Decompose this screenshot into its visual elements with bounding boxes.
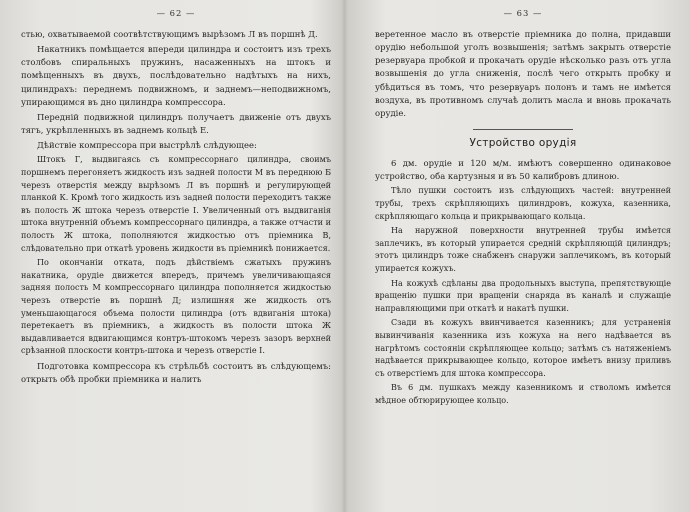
page-number: — 63 — bbox=[503, 8, 543, 18]
section-divider bbox=[473, 129, 573, 130]
paragraph: Въ 6 дм. пушкахъ между казенникомъ и стволомъ имѣется мѣдное обтюрирующее кольцо. bbox=[375, 383, 671, 405]
paragraph: По окончаніи отката, подъ дѣйствіемъ сжатыхъ пружинъ накатника, орудіе движется впередъ, причемъ увеличивающаяся задняя полость М компрессорнаго цилиндра пополняется жидкостью черезъ отверстіе въ поршнѣ Д; излишняя же жидкость отъ уменьшающагося объема полости цилиндра (отъ вдвиганія штока) перетекаетъ въ пріемникъ, а жидкость въ полости штока Ж выдавливается вдвигающимся контръ-штокомъ черезъ зазоръ верхней срѣзанной плоскости контръ-штока и черезъ отверстіе I. bbox=[21, 258, 331, 356]
paragraph: 6 дм. орудіе и 120 м/м. имѣютъ совершенно одинаковое устройство, оба картузныя и въ 50 калибровъ длиною. bbox=[375, 158, 671, 182]
paragraph: Подготовка компрессора къ стрѣльбѣ состоитъ въ слѣдующемъ: открыть обѣ пробки пріемника и налить bbox=[21, 360, 331, 385]
paragraph: стью, охватываемой соотвѣтствующимъ вырѣзомъ Л въ поршнѣ Д. bbox=[21, 29, 318, 39]
paragraph: Дѣйствіе компрессора при выстрѣлѣ слѣдующее: bbox=[37, 140, 257, 151]
paragraph: На кожухѣ сдѣланы два продольныхъ выступа, препятствующіе вращенію пушки при вращеніи снаряда въ каналѣ и служащіе направляющими при откатѣ и накатѣ пушки. bbox=[375, 278, 671, 313]
paragraph: веретенное масло въ отверстіе пріемника до полна, придавши орудію небольшой уголъ возвышенія; затѣмъ закрыть отверстіе резервуара пробкой и прокачать орудіе нѣсколько разъ отъ угла возвышенія до угла сниженія, послѣ чего открыть пробку и убѣдиться въ томъ, что резервуаръ полонъ и тамъ не имѣется воздуха, въ противномъ случаѣ долить масла и вновь прокачать орудіе. bbox=[375, 29, 671, 118]
paragraph: Тѣло пушки состоитъ изъ слѣдующихъ частей: внутренней трубы, трехъ скрѣпляющихъ цилиндровъ, кожуха, казенника, скрѣпляющаго кольца и прикрывающаго кольца. bbox=[375, 186, 671, 221]
paragraph: Накатникъ помѣщается впереди цилиндра и состоитъ изъ трехъ столбовъ спиральныхъ пружинъ, насаженныхъ на штокъ и помѣщенныхъ въ двухъ, послѣдовательно надѣтыхъ на нихъ, цилиндрахъ: переднемъ подвижномъ, и заднемъ—неподвижномъ, упирающимся въ дно цилиндра компрессора. bbox=[21, 44, 331, 107]
section-heading: Устройство орудія bbox=[469, 137, 577, 150]
paragraph: Сзади въ кожухъ ввинчивается казенникъ; для устраненія вывинчиванія казенника изъ кожуха на него надѣвается въ нагрѣтомъ состояніи скрѣпляющее кольцо; затѣмъ съ натяженіемъ надѣвается прикрывающее кольцо, которое имѣетъ внизу приливъ съ отверстіемъ для штока компрессора. bbox=[375, 318, 671, 378]
right-page bbox=[345, 0, 689, 512]
paragraph: Штокъ Г, выдвигаясь съ компрессорнаго цилиндра, своимъ поршнемъ перегоняетъ жидкость изъ задней полости М въ переднюю Б черезъ отверстія между вырѣзомъ Л въ поршнѣ и регулирующей планкой К. Кромѣ того жидкость изъ задней полости переходитъ также въ полость Ж штока черезъ отверстіе I. Увеличенный отъ выдвиганія штока внутренній объемъ компрессорнаго цилиндра, а также отчасти и полость Ж штока, пополняются жидкостью отъ пріемника В, слѣдовательно при откатѣ уровень жидкости въ пріемникѣ понижается. bbox=[21, 155, 331, 253]
page-number: — 62 — bbox=[156, 8, 196, 18]
paragraph: На наружной поверхности внутренней трубы имѣется заплечикъ, въ который упирается средній скрѣпляющій цилиндръ; этотъ цилиндръ тоже снабженъ снаружи заплечикомъ, въ который упирается кожухъ. bbox=[375, 226, 671, 273]
paragraph: Передній подвижной цилиндръ получаетъ движеніе отъ двухъ тягъ, укрѣпленныхъ въ заднемъ кольцѣ Е. bbox=[21, 111, 331, 136]
